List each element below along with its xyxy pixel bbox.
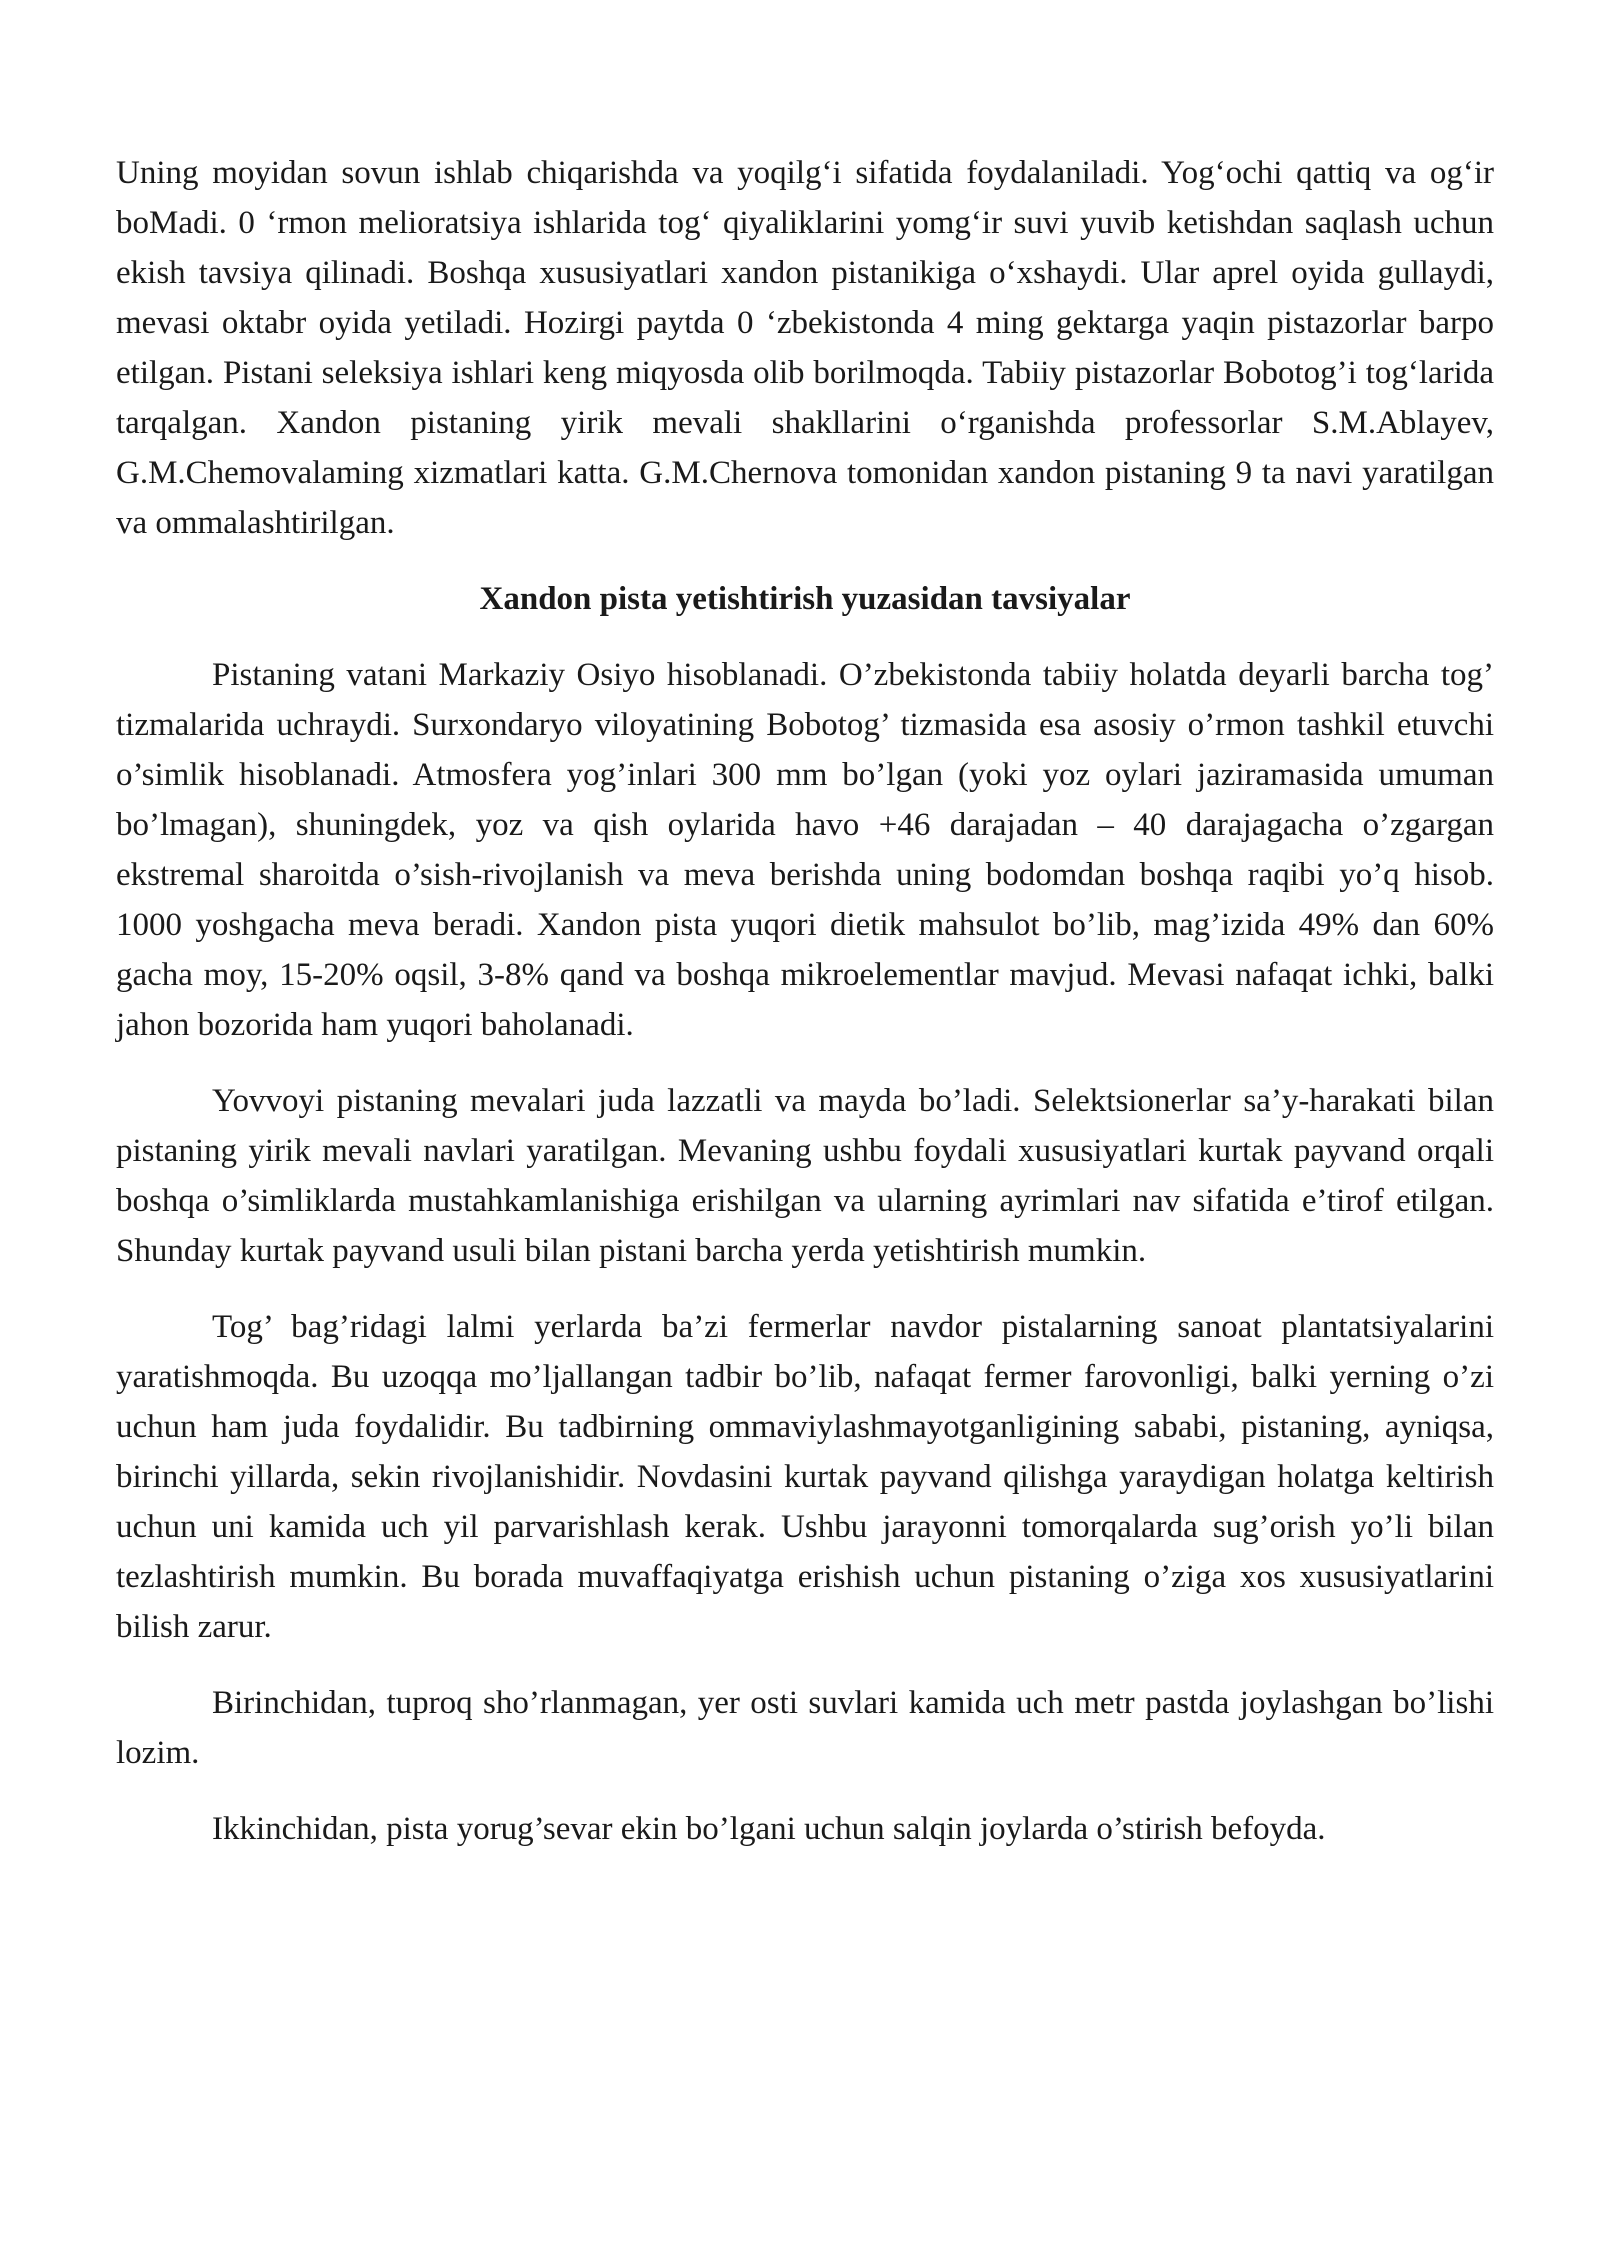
paragraph-2: Yovvoyi pistaning mevalari juda lazzatli va mayda bo’ladi. Selektsionerlar sa’y-harakati bilan pistaning yirik mevali navlari yaratilgan. Mevaning ushbu foydali xususiyatlari kurtak payvand orqali boshqa o’simliklarda mustahkamlanishiga erishilgan va ularning ayrimlari nav sifatida e’tirof etilgan. Shunday kurtak payvand usuli bilan pistani barcha yerda yetishtirish mumkin.	[116, 1083, 1494, 1269]
intro-paragraph: Uning moyidan sovun ishlab chiqarishda va yoqilg‘i sifatida foydalaniladi. Yog‘ochi qattiq va og‘ir boMadi. 0 ‘rmon melioratsiya ishlarida tog‘ qiyaliklarini yomg‘ir suvi yuvib ketishdan saqlash uchun ekish tavsiya qilinadi. Boshqa xususiyatlari xandon pistanikiga o‘xshaydi. Ular aprel oyida gullaydi, mevasi oktabr oyida yetiladi. Hozirgi paytda 0 ‘zbekistonda 4 ming gektarga yaqin pistazorlar barpo etilgan. Pistani seleksiya ishlari keng miqyosda olib borilmoqda. Tabiiy pistazorlar Bobotog’i tog‘larida tarqalgan. Xandon pistaning yirik mevali shakllarini o‘rganishda professorlar S.M.Ablayev, G.M.Chemovalaming xizmatlari katta. G.M.Chernova tomonidan xandon pistaning 9 ta navi yaratilgan va ommalashtirilgan.	[116, 155, 1494, 541]
paragraph-1: Pistaning vatani Markaziy Osiyo hisoblanadi. O’zbekistonda tabiiy holatda deyarli barcha tog’ tizmalarida uchraydi. Surxondaryo viloyatining Bobotog’ tizmasida esa asosiy o’rmon tashkil etuvchi o’simlik hisoblanadi. Atmosfera yog’inlari 300 mm bo’lgan (yoki yoz oylari jaziramasida umuman bo’lmagan), shuningdek, yoz va qish oylarida havo +46 darajadan – 40 darajagacha o’zgargan ekstremal sharoitda o’sish-rivojlanish va meva berishda uning bodomdan boshqa raqibi yo’q hisob. 1000 yoshgacha meva beradi. Xandon pista yuqori dietik mahsulot bo’lib, mag’izida 49% dan 60% gacha moy, 15-20% oqsil, 3-8% qand va boshqa mikroelementlar mavjud. Mevasi nafaqat ichki, balki jahon bozorida ham yuqori baholanadi.	[116, 657, 1494, 1043]
paragraph-5: Ikkinchidan, pista yorug’sevar ekin bo’lgani uchun salqin joylarda o’stirish befoyda.	[212, 1811, 1326, 1847]
document-page	[116, 148, 1494, 1854]
paragraph-4: Birinchidan, tuproq sho’rlanmagan, yer osti suvlari kamida uch metr pastda joylashgan bo’lishi lozim.	[116, 1685, 1494, 1771]
paragraph-3: Tog’ bag’ridagi lalmi yerlarda ba’zi fermerlar navdor pistalarning sanoat plantatsiyalarini yaratishmoqda. Bu uzoqqa mo’ljallangan tadbir bo’lib, nafaqat fermer farovonligi, balki yerning o’zi uchun ham juda foydalidir. Bu tadbirning ommaviylashmayotganligining sababi, pistaning, ayniqsa, birinchi yillarda, sekin rivojlanishidir. Novdasini kurtak payvand qilishga yaraydigan holatga keltirish uchun uni kamida uch yil parvarishlash kerak. Ushbu jarayonni tomorqalarda sug’orish yo’li bilan tezlashtirish mumkin. Bu borada muvaffaqiyatga erishish uchun pistaning o’ziga xos xususiyatlarini bilish zarur.	[116, 1309, 1494, 1645]
section-heading: Xandon pista yetishtirish yuzasidan tavsiyalar	[479, 581, 1131, 617]
